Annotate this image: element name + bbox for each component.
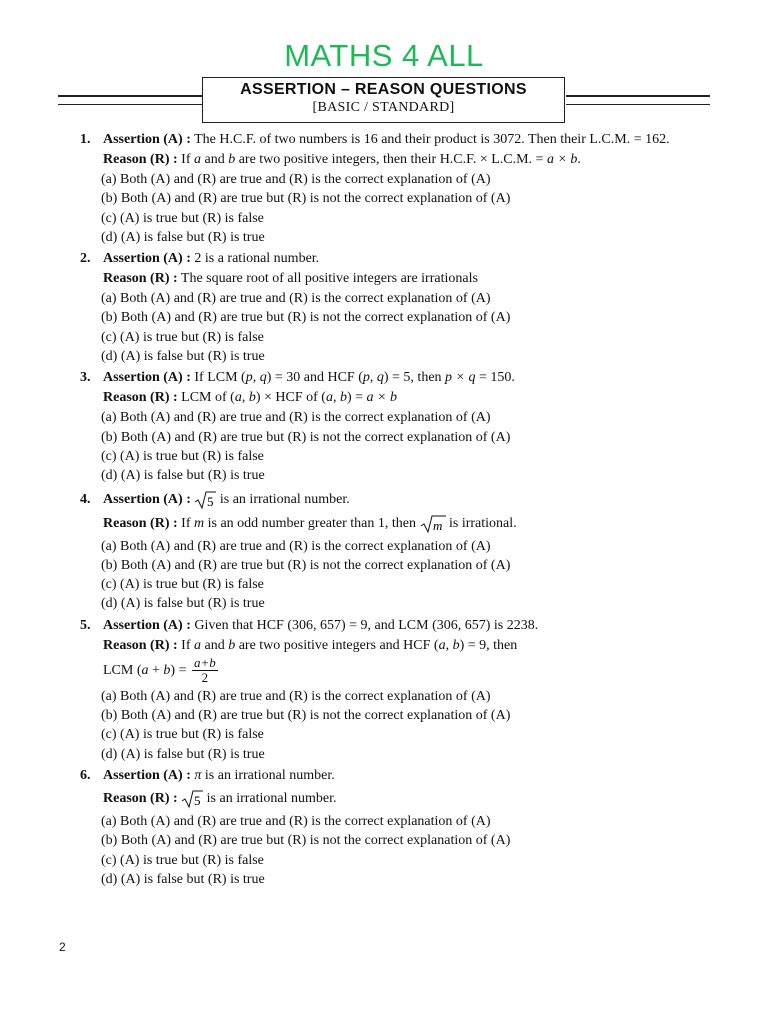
reason-text: LCM of ( xyxy=(181,390,235,406)
math-var: b xyxy=(228,637,236,653)
header-rule-right xyxy=(566,95,710,105)
math-expr: a × b xyxy=(366,390,397,406)
page-number: 2 xyxy=(59,940,66,954)
option-c: (c) (A) is true but (R) is false xyxy=(101,852,264,868)
assertion-text: = 150. xyxy=(475,370,515,386)
reason-text: ) = xyxy=(170,662,187,678)
option-list xyxy=(80,408,710,485)
site-title: MATHS 4 ALL xyxy=(284,38,484,73)
header-rule-left xyxy=(58,95,202,105)
option-c: (c) (A) is true but (R) is false xyxy=(101,727,264,743)
reason-label: Reason (R) : xyxy=(103,515,178,531)
question-5: 5. Assertion (A) : Given that HCF (306, 657) = 9, and LCM (306, 657) is 2238. Reason (R) : If a and b are two positive integers and HCF (a, b) = 9, then LCM (a + b) = $\frac{a+b}{2}$ (a) Both (A) and (R) are true and (R) is the correct explanation of (A) (b) Both (A) and (R) are true but (R) is not the correct explanation of (A) (c) (A) is true but (R) is false (d) (A) is false but (R) is true xyxy=(80,616,710,764)
question-number: 2. xyxy=(80,251,91,267)
reason-text: LCM ( xyxy=(103,662,142,678)
option-list xyxy=(80,289,710,366)
assertion-label: Assertion (A) : xyxy=(103,132,191,147)
sqrt-symbol xyxy=(181,789,203,809)
reason-text: are two positive integers and HCF ( xyxy=(235,637,439,653)
fraction-denominator: 2 xyxy=(201,670,209,686)
option-d: (d) (A) is false but (R) is true xyxy=(101,349,265,365)
assertion-text: Given that HCF (306, 657) = 9, and LCM (306, 657) is 2238. xyxy=(194,617,539,633)
assertion-label: Assertion (A) : xyxy=(103,617,191,633)
option-a: (a) Both (A) and (R) are true and (R) is the correct explanation of (A) xyxy=(101,813,491,829)
math-var: a xyxy=(193,637,201,653)
question-4 xyxy=(80,490,710,614)
option-d: (d) (A) is false but (R) is true xyxy=(101,871,265,887)
option-a: (a) Both (A) and (R) are true and (R) is the correct explanation of (A) xyxy=(101,688,491,704)
math-var: a xyxy=(141,662,149,678)
assertion-text: 2 is a rational number. xyxy=(194,251,320,267)
reason-text: . xyxy=(577,152,581,167)
option-a: (a) Both (A) and (R) are true and (R) is the correct explanation of (A) xyxy=(101,172,491,187)
math-var: a xyxy=(234,390,242,406)
reason-text: is an odd number greater than 1, then xyxy=(204,515,420,531)
option-b: (b) Both (A) and (R) are true but (R) is not the correct explanation of (A) xyxy=(101,708,511,724)
math-var: b xyxy=(248,390,256,406)
reason-label: Reason (R) : xyxy=(103,791,178,807)
assertion-text: ) = 5, then xyxy=(383,370,446,386)
reason-text: ) × HCF of ( xyxy=(255,390,326,406)
question-3: 3. Assertion (A) : If LCM (p, q) = 30 and HCF (p, q) = 5, then p × q = 150. Reason (R) : LCM of (a, b) × HCF of (a, b) = a × b (a) Both (A) and (R) are true and (R) is the correct explanation of (A) (b) Both (A) and (R) are true but (R) is not the correct explanation of (A) (c) (A) is true but (R) is false (d) (A) is false but (R) is true xyxy=(80,368,710,485)
math-var: b xyxy=(163,662,171,678)
fraction-numerator: a+b xyxy=(193,655,216,671)
reason-text: are two positive integers, then their H.C.F. × L.C.M. = xyxy=(235,152,547,167)
question-number: 1. xyxy=(80,132,91,147)
option-d: (d) (A) is false but (R) is true xyxy=(101,468,265,484)
option-b: (b) Both (A) and (R) are true but (R) is not the correct explanation of (A) xyxy=(101,557,511,573)
assertion-text: is an irrational number. xyxy=(201,767,335,783)
option-list xyxy=(80,812,710,889)
assertion-text: The H.C.F. of two numbers is 16 and their product is 3072. Then their L.C.M. = 162. xyxy=(194,132,670,147)
math-var: b xyxy=(339,390,347,406)
option-b: (b) Both (A) and (R) are true but (R) is not the correct explanation of (A) xyxy=(101,310,511,326)
reason-text: If xyxy=(181,152,194,167)
reason-text: The square root of all positive integers are irrationals xyxy=(180,271,478,287)
question-1 xyxy=(80,130,710,247)
reason-text: ) = xyxy=(346,390,367,406)
assertion-text: is an irrational number. xyxy=(216,491,350,507)
option-b: (b) Both (A) and (R) are true but (R) is not the correct explanation of (A) xyxy=(101,429,511,445)
sqrt-radicand: 5 xyxy=(194,792,201,808)
option-b: (b) Both (A) and (R) are true but (R) is not the correct explanation of (A) xyxy=(101,191,511,207)
question-2 xyxy=(80,249,710,366)
option-c: (c) (A) is true but (R) is false xyxy=(101,210,264,226)
sqrt-symbol xyxy=(194,490,216,510)
reason-text: ) = 9, then xyxy=(459,637,518,653)
reason-label: Reason (R) : xyxy=(103,152,178,167)
math-var: b xyxy=(452,637,460,653)
question-number: 5. xyxy=(80,617,91,633)
option-a: (a) Both (A) and (R) are true and (R) is the correct explanation of (A) xyxy=(101,291,491,307)
math-var: q xyxy=(376,370,384,386)
reason-text: + xyxy=(148,662,164,678)
reason-text: If xyxy=(181,515,194,531)
fraction xyxy=(192,656,218,685)
option-c: (c) (A) is true but (R) is false xyxy=(101,448,264,464)
reason-text: is irrational. xyxy=(445,515,517,531)
reason-label: Reason (R) : xyxy=(103,271,178,287)
option-d: (d) (A) is false but (R) is true xyxy=(101,746,265,762)
option-d: (d) (A) is false but (R) is true xyxy=(101,596,265,612)
section-subtitle: [BASIC / STANDARD] xyxy=(312,100,455,115)
reason-text: If xyxy=(181,637,194,653)
question-6 xyxy=(80,766,710,889)
sqrt-radicand: m xyxy=(432,517,442,533)
option-b: (b) Both (A) and (R) are true but (R) is not the correct explanation of (A) xyxy=(101,833,511,849)
option-c: (c) (A) is true but (R) is false xyxy=(101,577,264,593)
math-var: p xyxy=(245,370,253,386)
math-var: q xyxy=(259,370,267,386)
assertion-text: ) = 30 and HCF ( xyxy=(266,370,363,386)
option-c: (c) (A) is true but (R) is false xyxy=(101,329,264,345)
reason-text: is an irrational number. xyxy=(203,791,337,807)
assertion-label: Assertion (A) : xyxy=(103,767,191,783)
math-var: a xyxy=(325,390,333,406)
section-header-box xyxy=(202,77,565,123)
math-var: a xyxy=(438,637,446,653)
reason-label: Reason (R) : xyxy=(103,637,178,653)
reason-label: Reason (R) : xyxy=(103,390,178,406)
math-expr: a × b xyxy=(546,152,578,167)
section-title: ASSERTION – REASON QUESTIONS xyxy=(240,81,527,98)
math-expr: p × q xyxy=(445,370,476,386)
sqrt-radicand: 5 xyxy=(207,493,214,509)
math-var: p xyxy=(362,370,370,386)
question-list xyxy=(80,130,710,891)
assertion-label: Assertion (A) : xyxy=(103,370,191,386)
assertion-label: Assertion (A) : xyxy=(103,251,191,267)
math-var: m xyxy=(193,515,205,531)
question-number: 3. xyxy=(80,370,91,386)
option-d: (d) (A) is false but (R) is true xyxy=(101,229,265,245)
assertion-text: If LCM ( xyxy=(194,370,246,386)
option-a: (a) Both (A) and (R) are true and (R) is the correct explanation of (A) xyxy=(101,538,491,554)
question-number: 6. xyxy=(80,767,91,783)
question-number: 4. xyxy=(80,491,91,507)
math-var: a xyxy=(193,152,201,167)
assertion-label: Assertion (A) : xyxy=(103,491,191,507)
math-var: b xyxy=(228,152,236,167)
option-list xyxy=(80,537,710,614)
pi-symbol: π xyxy=(194,767,202,783)
option-a: (a) Both (A) and (R) are true and (R) is the correct explanation of (A) xyxy=(101,410,491,426)
option-list xyxy=(80,170,710,247)
sqrt-symbol xyxy=(420,514,446,534)
reason-text: and xyxy=(200,152,229,167)
option-list xyxy=(80,687,710,764)
